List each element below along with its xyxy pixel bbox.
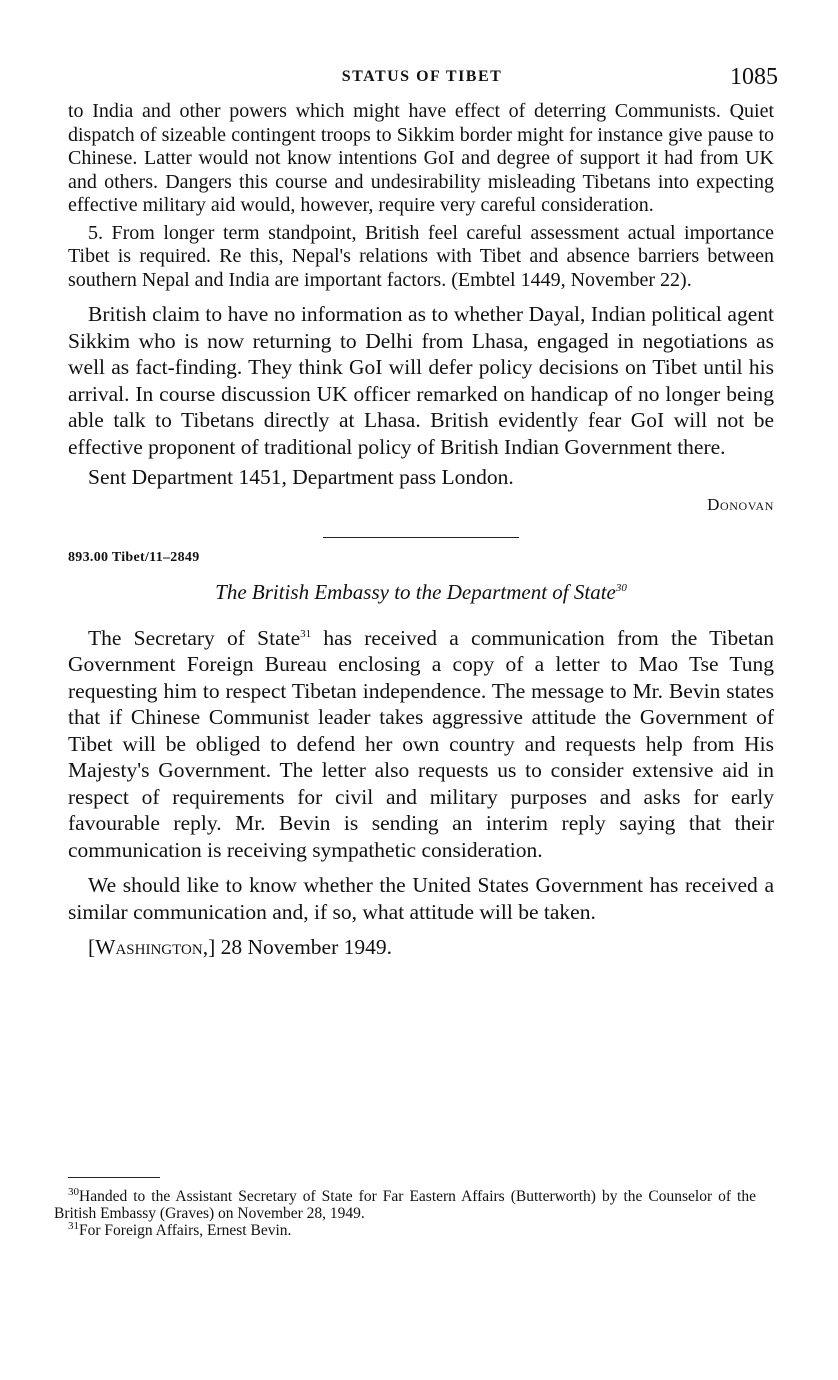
document-heading-text: The British Embassy to the Department of State [215,579,616,604]
body-paragraph-2: We should like to know whether the United States Government has received a similar communication and, if so, what attitude will be taken. [68,873,774,924]
telegram-sent-line: Sent Department 1451, Department pass London. [88,465,514,489]
telegram-paragraph-5: 5. From longer term standpoint, British feel careful assessment actual importance Tibet is required. Re this, Nepal's relations with Tibet and absence barriers between southern Nepal and India are important factors. (Embtel 1449, November 22). [68,221,774,291]
heading-footnote-ref: 30 [615,581,627,594]
footnote-30 [54,1185,756,1222]
body-paragraph-1-rest: has received a communication from the Tibetan Government Foreign Bureau enclosing a copy of a letter to Mao Tse Tung requesting him to respect Tibetan independence. The message to Mr. Bevin states that if Chinese Communist leader takes aggressive attitude the Government of Tibet will be obliged to defend her own country and requests help from His Majesty's Government. The letter also requests us to consider extensive aid in respect of requirements for civil and military purposes and asks for early favourable reply. Mr. Bevin is sending an interim reply saying that their communication is receiving sympathetic consideration. [68,625,774,862]
page-header [66,64,778,94]
footnotes [54,1185,756,1239]
dateline: [Washington,] 28 November 1949. [88,935,392,959]
page-number: 1085 [730,64,778,90]
footnote-31-text: For Foreign Affairs, Ernest Bevin. [79,1222,292,1239]
footnote-30-text: Handed to the Assistant Secretary of State for Far Eastern Affairs (Butterworth) by the Counselor of the British Embassy (Graves) on November 28, 1949. [54,1188,756,1222]
footnote-rule [68,1177,160,1178]
file-number: 893.00 Tibet/11–2849 [68,549,200,565]
telegram-paragraph-continued: to India and other powers which might have effect of deterring Communists. Quiet dispatch of sizeable contingent troops to Sikkim border might for instance give pause to Chinese. Latter would not know intentions GoI and degree of support it had from UK and others. Dangers this course and undesirability misleading Tibetans into expecting effective military aid would, however, require very careful consideration. [68,100,774,216]
dateline-date: 28 November 1949. [215,935,392,959]
section-divider [323,537,519,538]
document-heading [68,580,774,605]
page-content [68,100,774,961]
body-paragraph-1-start: The Secretary of State [88,625,301,650]
footnote-30-number: 30 [68,1185,79,1198]
paragraph-footnote-ref: 31 [300,627,312,640]
footnote-31-number: 31 [68,1219,79,1232]
signature: Donovan [707,494,774,514]
body-paragraph-1 [68,625,774,864]
telegram-paragraph-dayal: British claim to have no information as to whether Dayal, Indian political agent Sikkim who is now returning to Delhi from Lhasa, engaged in negotiations as well as fact-finding. They think GoI will defer policy decisions on Tibet until his arrival. In course discussion UK officer remarked on handicap of no longer being able talk to Tibetans directly at Lhasa. British evidently fear GoI will not be effective proponent of traditional policy of British Indian Government there. [68,302,774,459]
footnote-31 [54,1219,756,1239]
dateline-place: Washington, [95,935,209,959]
running-title: STATUS OF TIBET [341,68,503,85]
